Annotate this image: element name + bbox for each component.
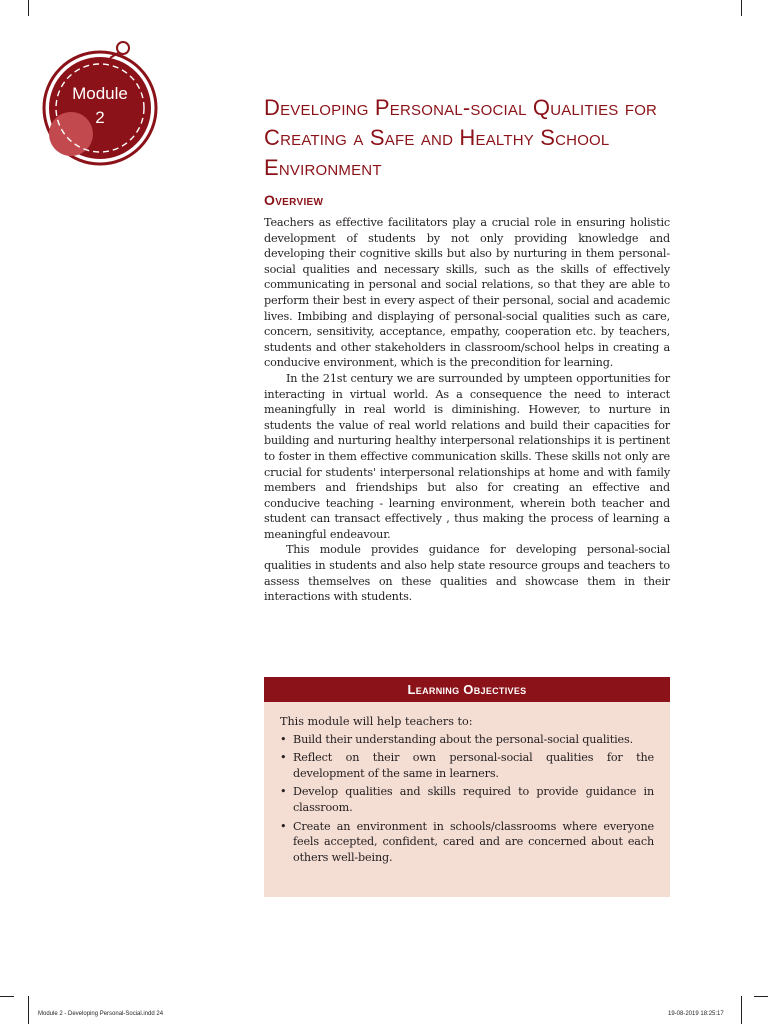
crop-mark [741,0,742,16]
objective-text: Build their understanding about the personal-social qualities. [293,732,633,746]
objective-text: Develop qualities and skills required to provide guidance in classroom. [293,785,654,814]
paragraph: In the 21st century we are surrounded by umpteen opportunities for interacting in virtual world. As a consequence the need to interact meaningfully in real world is diminishing. However, to nurture in students the value of real world relations and build their capacities for building and nurturing healthy interpersonal relationships it is pertinent to foster in them effective communication skills. These skills not only are crucial for students' interpersonal relationships at home and with family members and friendships but also for creating an effective and conducive teaching - learning environment, wherein both teacher and student can transact effectively , thus making the process of learning a meaningful endeavour. [264,371,670,541]
module-word: Module [72,84,128,103]
badge-small-ring [117,42,129,54]
overview-heading: Overview [264,192,324,208]
overview-body [264,215,670,605]
objective-item [280,732,654,748]
crop-mark [0,996,14,997]
crop-mark [741,996,742,1024]
objective-text: Reflect on their own personal-social qualities for the development of the same in learners. [293,751,654,780]
objectives-intro: This module will help teachers to: [280,715,473,728]
objective-item [280,750,654,781]
bullet-icon: • [280,751,287,765]
bullet-icon: • [280,785,287,799]
paragraph: This module provides guidance for developing personal-social qualities in students and also help state resource groups and teachers to assess themselves on these qualities and showcase them in their interactions with students. [264,543,670,604]
objectives-list [264,732,670,866]
footer-file-name: Module 2 - Developing Personal-Social.indd 24 [38,1011,164,1017]
learning-objectives-box [264,677,670,897]
paragraph: Teachers as effective facilitators play a crucial role in ensuring holistic development of students by not only providing knowledge and developing their cognitive skills but also by nurturing in them personal-social qualities and necessary skills, such as the skills of effectively communicating in personal and social relations, so that they are able to perform their best in every aspect of their personal, social and academic lives. Imbibing and displaying of personal-social qualities such as care, concern, sensitivity, acceptance, empathy, cooperation etc. by teachers, students and other stakeholders in classroom/school helps in creating a conducive environment, which is the precondition for learning. [264,216,670,370]
objective-item [280,784,654,815]
footer-timestamp: 19-08-2019 18:25:17 [668,1011,724,1017]
crop-mark [754,996,768,997]
crop-mark [28,996,29,1024]
module-label [48,82,152,130]
page-title: Developing Personal-social Qualities for Creating a Safe and Healthy School Environment [264,95,658,180]
bullet-icon: • [280,732,287,746]
module-number: 2 [95,108,105,127]
learning-objectives-heading: Learning Objectives [264,677,670,702]
crop-mark [28,0,29,16]
bullet-icon: • [280,819,287,833]
objective-item [280,819,654,866]
objective-text: Create an environment in schools/classrooms where everyone feels accepted, confident, cared and are concerned about each others well-being. [293,819,654,864]
